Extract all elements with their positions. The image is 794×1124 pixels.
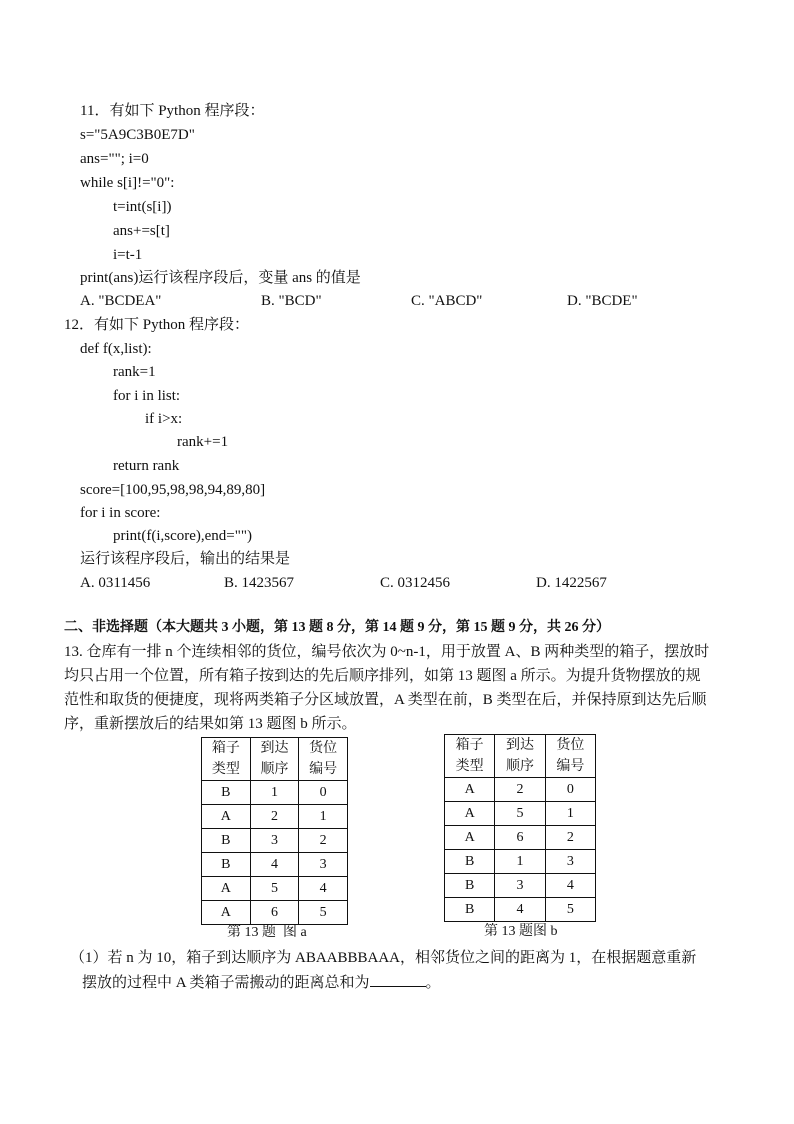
table-cell: 2 bbox=[250, 805, 299, 829]
table-cell: A bbox=[445, 826, 495, 850]
q11-stem: 11．有如下 Python 程序段： bbox=[80, 103, 265, 119]
table-cell: 2 bbox=[299, 829, 348, 853]
table-cell: 2 bbox=[495, 778, 545, 802]
table-cell: 4 bbox=[495, 898, 545, 922]
table-row bbox=[202, 877, 348, 901]
table-cell: 0 bbox=[545, 778, 595, 802]
table-cell: B bbox=[445, 898, 495, 922]
q11-code-line: ans+=s[t] bbox=[113, 223, 170, 239]
table-cell: 3 bbox=[495, 874, 545, 898]
table-cell: 3 bbox=[545, 850, 595, 874]
q12-option-d: D. 1422567 bbox=[536, 575, 607, 591]
header-slot-number: 货位 编号 bbox=[545, 735, 595, 778]
table-row bbox=[445, 874, 596, 898]
table-cell: A bbox=[202, 805, 251, 829]
table-row bbox=[202, 829, 348, 853]
q11-code-line: i=t-1 bbox=[113, 247, 143, 263]
header-arrival-order: 到达 顺序 bbox=[250, 738, 299, 781]
table-cell: 5 bbox=[545, 898, 595, 922]
table-cell: B bbox=[202, 781, 251, 805]
table-cell: 6 bbox=[250, 901, 299, 925]
section-heading bbox=[64, 618, 610, 638]
q12-option-b: B. 1423567 bbox=[224, 575, 295, 591]
table-row bbox=[445, 778, 596, 802]
q12-stem: 12．有如下 Python 程序段： bbox=[64, 317, 250, 333]
q12-code-line: if i>x: bbox=[145, 411, 183, 427]
table-cell: 4 bbox=[250, 853, 299, 877]
q12-code-line: def f(x,list): bbox=[80, 341, 152, 357]
header-arrival-order: 到达 顺序 bbox=[495, 735, 545, 778]
table-figure-b bbox=[444, 734, 596, 922]
q12-question: 运行该程序段后，输出的结果是 bbox=[80, 551, 291, 567]
q12-option-c: C. 0312456 bbox=[380, 575, 451, 591]
table-cell: A bbox=[202, 877, 251, 901]
table-cell: B bbox=[445, 850, 495, 874]
table-row bbox=[202, 901, 348, 925]
table-cell: 5 bbox=[250, 877, 299, 901]
q11-code-line: s="5A9C3B0E7D" bbox=[80, 127, 195, 143]
table-cell: B bbox=[445, 874, 495, 898]
table-cell: B bbox=[202, 853, 251, 877]
table-row bbox=[202, 853, 348, 877]
table-cell: 1 bbox=[250, 781, 299, 805]
table-row bbox=[445, 898, 596, 922]
table-cell: A bbox=[445, 802, 495, 826]
table-cell: 2 bbox=[545, 826, 595, 850]
table-cell: 6 bbox=[495, 826, 545, 850]
q13-sub1-end: 。 bbox=[425, 975, 441, 991]
table-cell: 0 bbox=[299, 781, 348, 805]
q11-option-d: D. "BCDE" bbox=[567, 293, 638, 309]
caption-figure-a: 第 13 题 图 a bbox=[227, 925, 307, 940]
table-row bbox=[445, 802, 596, 826]
q13-paragraph: 13. 仓库有一排 n 个连续相邻的货位，编号依次为 0~n-1，用于放置 A、B 两种类型的箱子，摆放时均只占用一个位置，所有箱子按到达的先后顺序排列，如第 13 题图 a 所示。为提升货物摆放的规范性和取货的便捷度，现将两类箱子分区域放置，A 类型在前，B 类型在后，并保持原到达先后顺序，重新摆放后的结果如第 13 题图 b 所示。 bbox=[64, 644, 710, 732]
header-box-type: 箱子 类型 bbox=[445, 735, 495, 778]
table-figure-a bbox=[201, 737, 348, 925]
caption-figure-b: 第 13 题图 b bbox=[484, 924, 558, 939]
section-title: 二、非选择题 bbox=[64, 620, 148, 635]
q12-option-a: A. 0311456 bbox=[80, 575, 151, 591]
table-cell: 4 bbox=[545, 874, 595, 898]
q13-sub1-text: 摆放的过程中 A 类箱子需搬动的距离总和为 bbox=[82, 975, 370, 991]
q11-question: print(ans)运行该程序段后，变量 ans 的值是 bbox=[80, 270, 361, 286]
table-cell: 5 bbox=[495, 802, 545, 826]
table-row bbox=[445, 850, 596, 874]
q12-code-line: rank=1 bbox=[113, 364, 156, 380]
q12-code-line: for i in list: bbox=[113, 388, 181, 404]
table-cell: A bbox=[202, 901, 251, 925]
table-cell: 1 bbox=[299, 805, 348, 829]
q12-code-line: print(f(i,score),end="") bbox=[113, 528, 252, 544]
q12-code-line: score=[100,95,98,98,94,89,80] bbox=[80, 482, 266, 498]
q11-code-line: while s[i]!="0": bbox=[80, 175, 175, 191]
section-detail: （本大题共 3 小题，第 13 题 8 分，第 14 题 9 分，第 15 题 9 分，共 26 分） bbox=[148, 620, 610, 635]
q12-code-line: for i in score: bbox=[80, 505, 161, 521]
q11-option-b: B. "BCD" bbox=[261, 293, 322, 309]
table-cell: A bbox=[445, 778, 495, 802]
header-box-type: 箱子 类型 bbox=[202, 738, 251, 781]
table-cell: 3 bbox=[250, 829, 299, 853]
q13-sub1-line2 bbox=[82, 972, 441, 993]
table-cell: 5 bbox=[299, 901, 348, 925]
table-row bbox=[202, 781, 348, 805]
q11-option-c: C. "ABCD" bbox=[411, 293, 483, 309]
table-cell: 1 bbox=[495, 850, 545, 874]
q12-code-line: rank+=1 bbox=[177, 434, 229, 450]
answer-blank[interactable] bbox=[370, 972, 426, 987]
table-cell: 3 bbox=[299, 853, 348, 877]
q11-code-line: t=int(s[i]) bbox=[113, 199, 172, 215]
header-slot-number: 货位 编号 bbox=[299, 738, 348, 781]
table-row bbox=[202, 805, 348, 829]
q12-code-line: return rank bbox=[113, 458, 180, 474]
table-row bbox=[445, 826, 596, 850]
q13-sub1-line1: （1）若 n 为 10，箱子到达顺序为 ABAABBBAAA，相邻货位之间的距离为 1，在根据题意重新 bbox=[70, 950, 697, 966]
table-cell: 1 bbox=[545, 802, 595, 826]
table-cell: B bbox=[202, 829, 251, 853]
q11-option-a: A. "BCDEA" bbox=[80, 293, 162, 309]
table-cell: 4 bbox=[299, 877, 348, 901]
q11-code-line: ans=""; i=0 bbox=[80, 151, 149, 167]
